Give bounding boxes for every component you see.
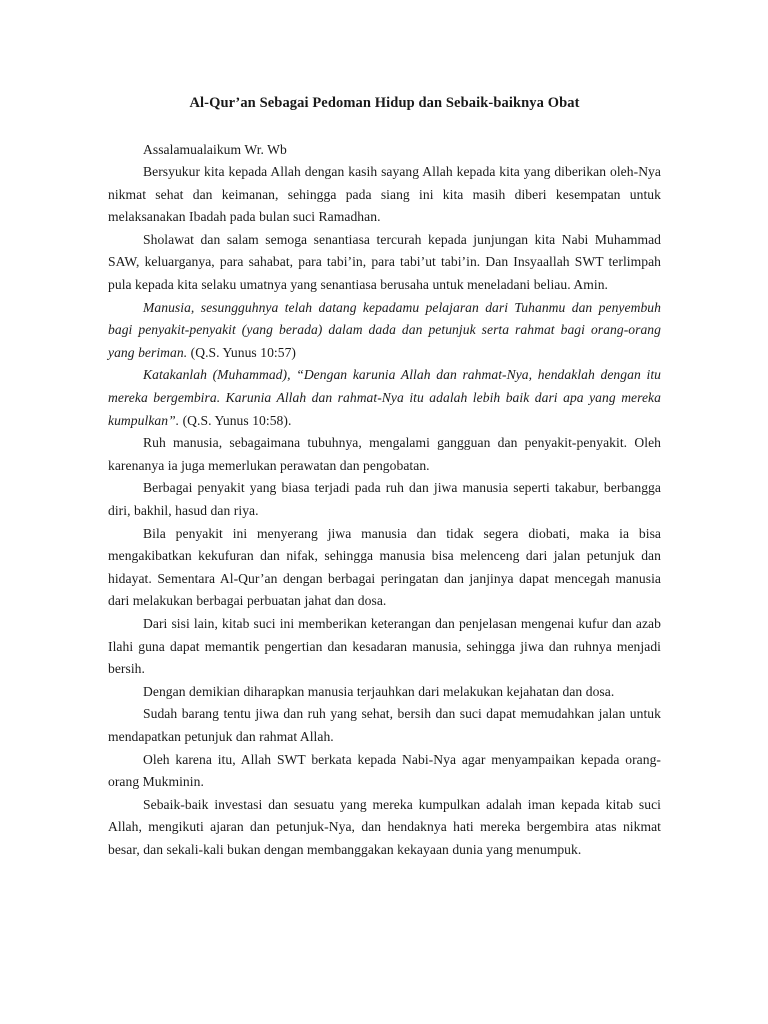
document-title: Al-Qur’an Sebagai Pedoman Hidup dan Sebaik-baiknya Obat (189, 95, 580, 111)
quote-yunus-58-text: Katakanlah (Muhammad), “Dengan karunia Allah dan rahmat-Nya, hendaklah dengan itu mereka bergembira. Karunia Allah dan rahmat-Nya itu adalah lebih baik dari apa yang mereka kumpulkan”. (108, 367, 661, 428)
quote-yunus-57-ref: (Q.S. Yunus 10:57) (187, 344, 297, 360)
paragraph-ruh: Ruh manusia, sebagaimana tubuhnya, mengalami gangguan dan penyakit-penyakit. Oleh karenanya ia juga memerlukan perawatan dan pengobatan. (108, 435, 661, 473)
paragraph-penyakit: Berbagai penyakit yang biasa terjadi pada ruh dan jiwa manusia seperti takabur, berbangga diri, bakhil, hasud dan riya. (108, 480, 661, 518)
quote-yunus-58 (108, 364, 661, 432)
quote-yunus-57-text: Manusia, sesungguhnya telah datang kepadamu pelajaran dari Tuhanmu dan penyembuh bagi penyakit-penyakit (yang berada) dalam dada dan petunjuk serta rahmat bagi orang-orang yang beriman. (108, 299, 661, 360)
paragraph-gratitude: Bersyukur kita kepada Allah dengan kasih sayang Allah kepada kita yang diberikan oleh-Nya nikmat sehat dan keimanan, sehingga pada siang ini kita masih diberi kesempatan untuk melaksanakan Ibadah pada bulan suci Ramadhan. (108, 164, 661, 225)
document-page (108, 92, 661, 862)
paragraph-oleh-karena: Oleh karena itu, Allah SWT berkata kepada Nabi-Nya agar menyampaikan kepada orang-orang Mukminin. (108, 751, 661, 790)
paragraph-sehat: Sudah barang tentu jiwa dan ruh yang sehat, bersih dan suci dapat memudahkan jalan untuk mendapatkan petunjuk dan rahmat Allah. (108, 706, 661, 744)
greeting: Assalamualaikum Wr. Wb (143, 141, 287, 157)
quote-yunus-57 (108, 297, 661, 365)
paragraph-demikian: Dengan demikian diharapkan manusia terjauhkan dari melakukan kejahatan dan dosa. (143, 683, 615, 699)
quote-yunus-58-ref: (Q.S. Yunus 10:58). (179, 412, 292, 428)
paragraph-investasi: Sebaik-baik investasi dan sesuatu yang mereka kumpulkan adalah iman kepada kitab suci Allah, mengikuti ajaran dan petunjuk-Nya, dan hendaknya hati mereka bergembira atas nikmat besar, dan sekali-kali bukan dengan membanggakan kekayaan dunia yang menumpuk. (108, 796, 661, 857)
paragraph-menyerang: Bila penyakit ini menyerang jiwa manusia dan tidak segera diobati, maka ia bisa mengakibatkan kekufuran dan nifak, sehingga manusia bisa melenceng dari jalan petunjuk dan hidayat. Sementara Al-Qur’an dengan berbagai peringatan dan janjinya dapat mencegah manusia dari melakukan berbagai perbuatan jahat dan dosa. (108, 525, 661, 609)
paragraph-sisi-lain: Dari sisi lain, kitab suci ini memberikan keterangan dan penjelasan mengenai kufur dan azab Ilahi guna dapat memantik pengertian dan kesadaran manusia, sehingga jiwa dan ruhnya menjadi bersih. (108, 615, 661, 677)
paragraph-sholawat: Sholawat dan salam semoga senantiasa tercurah kepada junjungan kita Nabi Muhammad SAW, keluarganya, para sahabat, para tabi’in, para tabi’ut tabi’in. Dan Insyaallah SWT terlimpah pula kepada kita selaku umatnya yang senantiasa berusaha untuk meneladani beliau. Amin. (108, 231, 661, 293)
